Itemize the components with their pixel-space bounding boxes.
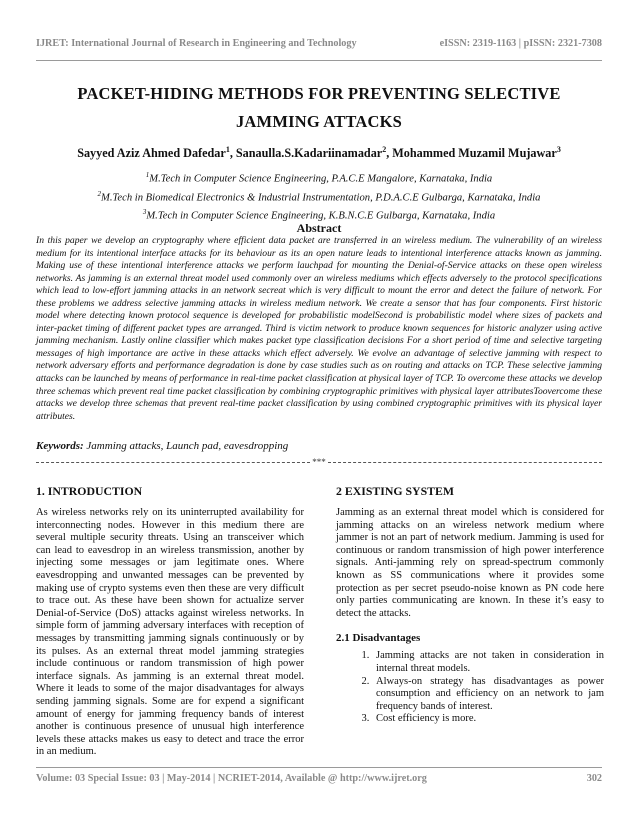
author-superscript: 1	[225, 145, 230, 154]
affiliation	[36, 168, 602, 187]
header-divider	[36, 60, 602, 61]
list-item: 2. Always-on strategy has disadvantages as power consumption and efficiency on an network to jam frequency bands of interest.	[372, 676, 604, 714]
left-column	[36, 484, 304, 759]
issn-info: eISSN: 2319-1163 | pISSN: 2321-7308	[439, 38, 602, 49]
running-footer	[36, 773, 602, 784]
list-item: 1. Jamming attacks are not taken in consideration in internal threat models.	[372, 650, 604, 675]
abstract-heading: Abstract	[296, 221, 342, 235]
author-list	[36, 145, 602, 161]
section-2-text: Jamming as an external threat model which is considered for jamming attacks on an wireless network medium where jammer is not an part of network medium. Jamming is used for continuous or random transmission of high power interference signals. Anti-jamming rely on spread-spectrum commonly known as SS communications where it provides some protection as per secret pseudo-noise known as PN code here only parties communicating are known. In these it’s easy to detect the attacks.	[336, 507, 604, 619]
affiliation-superscript: 2	[97, 189, 102, 198]
affiliation	[36, 187, 602, 206]
keywords-text: Jamming attacks, Launch pad, eavesdropping	[83, 440, 289, 452]
footer-citation: Volume: 03 Special Issue: 03 | May-2014 | NCRIET-2014, Available @ http://www.ijret.org	[36, 773, 427, 784]
author-separator: ,	[386, 146, 393, 161]
paper-title	[36, 80, 602, 136]
page-number: 302	[586, 773, 602, 784]
affiliation-superscript: 1	[145, 171, 150, 179]
right-column	[336, 484, 604, 726]
separator-stars: ***	[312, 457, 326, 467]
affiliation-text: M.Tech in Biomedical Electronics & Industrial Instrumentation, P.D.A.C.E Gulbarga, Karnataka, India	[101, 192, 541, 204]
separator-dash-right	[328, 462, 602, 463]
separator-dash-left	[36, 462, 310, 463]
section-2-1-heading: 2.1 Disadvantages	[336, 632, 421, 645]
keywords-label: Keywords:	[36, 440, 84, 452]
keywords	[36, 440, 602, 452]
section-2-heading: 2 EXISTING SYSTEM	[336, 484, 455, 498]
affiliation-list	[36, 168, 602, 224]
footer-divider	[36, 767, 602, 768]
author-superscript: 3	[556, 145, 561, 154]
section-separator	[36, 457, 602, 467]
author-separator: ,	[229, 146, 236, 161]
title-line-2: JAMMING ATTACKS	[235, 112, 403, 131]
affiliation-superscript: 3	[142, 208, 147, 217]
affiliation-text: M.Tech in Computer Science Engineering, P.A.C.E Mangalore, Karnataka, India	[149, 173, 493, 185]
section-1-text: As wireless networks rely on its uninterrupted availability for interconnecting nodes. However in this medium there are several multiple security threats. Using an transceiver which can lead to eavesdrop in an wireless transmission, another by injecting some messages or jam legitimate ones. Where eavesdropping and unwanted messages can be prevented by making use of crypto systems even then these are very difficult to trace out. As these have been shown for actualize server Denial-of-Service (DoS) attacks against wireless networks. In simple form of jamming adversary interfaces with reception of messages by transmitting jamming signals continuously or by its pulses. As an external threat model jamming strategies include continuous or random transmission of high power interface signals. As jamming is an external threat model. Where it leads to some of the major disadvantages for always sending jamming signals. Some are for expend a significant amount of energy for jamming frequency bands of interest another is continuous presence of unusual high interference levels these attacks makes us easy to detect and trace the error in an medium.	[36, 507, 304, 758]
section-1-heading: 1. INTRODUCTION	[36, 484, 143, 498]
list-item: 3. Cost efficiency is more.	[372, 713, 604, 726]
author-name: Sayyed Aziz Ahmed Dafedar	[77, 146, 226, 161]
author-name: Mohammed Muzamil Mujawar	[392, 146, 557, 161]
author-superscript: 2	[382, 145, 387, 154]
title-line-1: PACKET-HIDING METHODS FOR PREVENTING SELECTIVE	[77, 84, 561, 103]
disadvantages-list	[336, 650, 604, 726]
running-header	[36, 38, 602, 49]
affiliation-text: M.Tech in Computer Science Engineering, K.B.N.C.E Gulbarga, Karnataka, India	[146, 210, 496, 222]
journal-name: IJRET: International Journal of Research in Engineering and Technology	[36, 38, 357, 49]
abstract-text: In this paper we develop an cryptography where efficient data packet are transferred in an wireless medium. The vulnerability of an wireless medium for its intentional interface attacks for its behaviour as its an open nature leads to intentional interference attacks known as jamming. Making use of these intentional interference attacks we perform lauchpad for mounting the Denial-of-Service attacks on these open wireless networks. As jamming is an external threat model used commonly over an wireless mediums which effects adversely to the protocol specifications which lead to low-effort jamming attacks in an network secreat which is very difficult to mount the error and detect the failure of network. For these problems we address selective jamming attacks in wireless medium network. We create a sensor that has four components. First historic model where detecting known protocol sequence is developed for probabilistic modelSecond is probabilistic model where sizes of packets and inter-packet timing of different packet types are arranged. Third is victim network to produce known sequences for historic analyzer using active jamming mechanism. Lastly online classifier which makes packet type classification decisions For a short period of time and selective targeting messages of high importance are active in these attacks which effect adversely. We evolve an advantage of selective jamming with respect to network adversary efforts and performance degradation is done by case studies such as on routing and attacks on TCP. These selective jamming attacks can be launched by means of performance in real-time packet classification at physical layer of TCP. To overcome these attacks we develop three schemas which prevent real time packet classification by combining cryptographic primitives with physical layer attributesToovercome these attacks we develop three schemas that prevent real-time packet classification by using combined cryptographic primitives with its physical layer attributes.	[36, 235, 602, 422]
author-name: Sanaulla.S.Kadariinamadar	[235, 146, 383, 161]
